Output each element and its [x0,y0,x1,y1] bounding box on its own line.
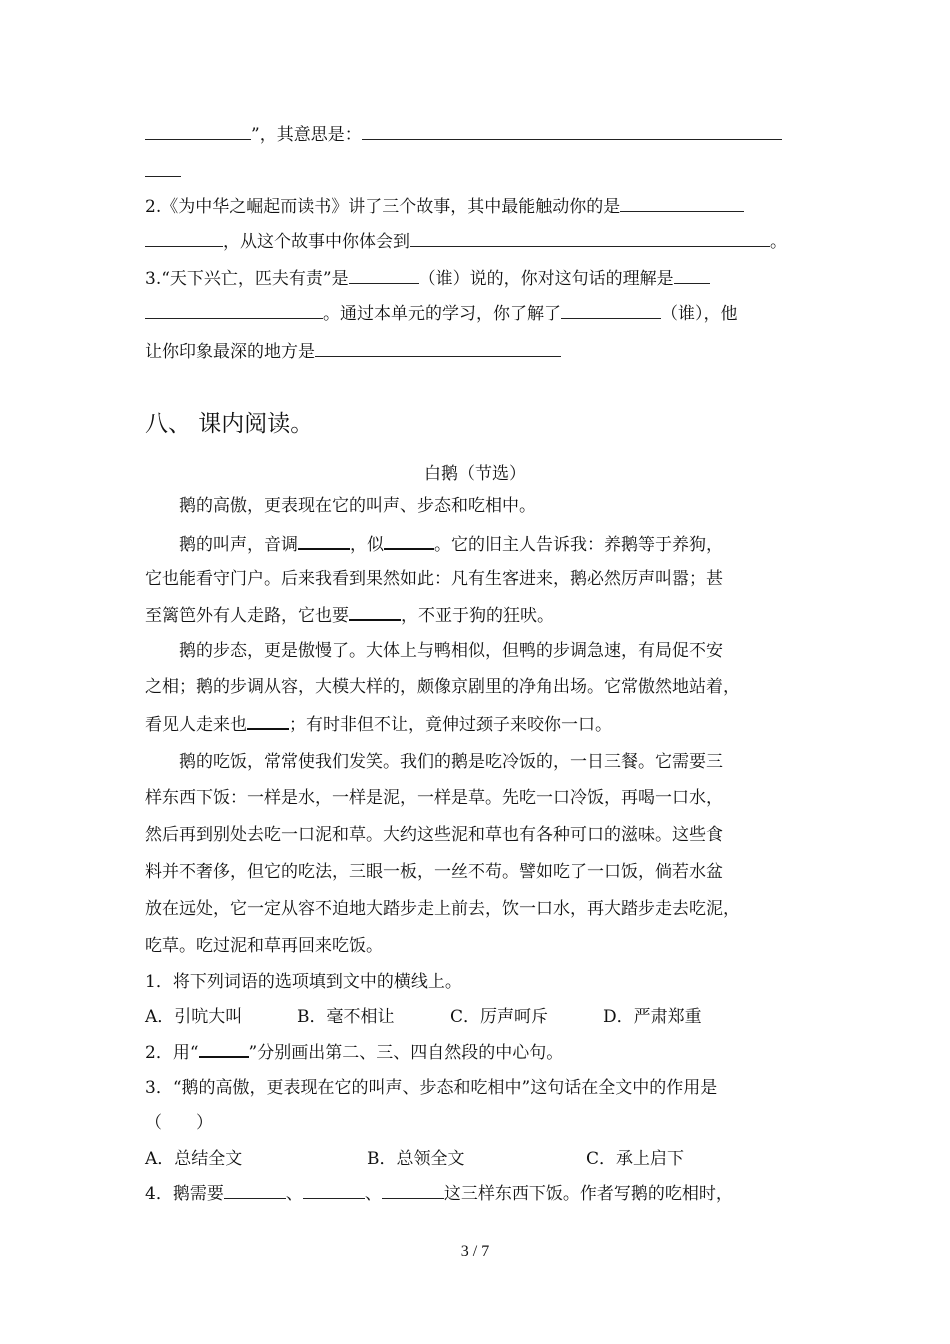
question-2-line-1 [145,195,744,219]
text: 。它的旧主人告诉我：养鹅等于养狗， [434,535,723,555]
question-text: 。通过本单元的学习，你了解了 [323,304,561,324]
question-2-line-2 [145,230,787,254]
page-number: 3 / 7 [460,1243,490,1260]
question-4 [145,1182,733,1206]
text: ；有时非但不让，竟伸过颈子来咬你一口。 [289,715,612,735]
option-a[interactable]: A．总结全文 [145,1149,243,1169]
question-text: 2.《为中华之崛起而读书》讲了三个故事，其中最能触动你的是 [145,197,621,217]
text: 、 [364,1184,382,1204]
question-3-paren[interactable]: （ ） [145,1113,213,1133]
question-text: ，从这个故事中你体会到 [223,232,410,252]
question-text: 3.“天下兴亡，匹夫有责”是 [145,269,349,289]
question-text: 让你印象最深的地方是 [145,342,315,362]
blank[interactable] [315,340,561,357]
blank[interactable] [349,603,401,621]
paragraph-4-line-2: 样东西下饭：一样是水，一样是泥，一样是草。先吃一口冷饭，再喝一口水， [145,788,723,808]
option-b[interactable]: B．毫不相让 [297,1007,395,1027]
question-3: 3．“鹅的高傲，更表现在它的叫声、步态和吃相中”这句话在全文中的作用是 [145,1078,718,1098]
text: 至篱笆外有人走路，它也要 [145,606,349,626]
paragraph-3-line-2: 之相；鹅的步调从容，大模大样的，颇像京剧里的净角出场。它常傲然地站着， [145,677,740,697]
paragraph-4-line-4: 料并不奢侈，但它的吃法，三眼一板，一丝不苟。譬如吃了一口饭，倘若水盆 [145,862,723,882]
question-text: （谁），他 [661,304,738,324]
blank[interactable] [145,123,251,140]
paragraph-3-line-1: 鹅的步态，更是傲慢了。大体上与鸭相似，但鸭的步调急速，有局促不安 [179,641,723,661]
paragraph-4-line-5: 放在远处，它一定从容不迫地大踏步走上前去，饮一口水，再大踏步走去吃泥， [145,899,740,919]
section-heading: 八、 课内阅读。 [145,411,314,437]
passage-title: 白鹅（节选） [424,464,526,484]
paragraph-2-line-1 [179,532,723,557]
question-3-line-3 [145,340,561,364]
blank[interactable] [303,1182,365,1199]
blank[interactable] [362,123,782,140]
blank[interactable] [561,302,661,319]
paragraph-1: 鹅的高傲，更表现在它的叫声、步态和吃相中。 [179,496,536,516]
option-c[interactable]: C．厉声呵斥 [450,1007,549,1027]
question-2 [145,1040,563,1065]
question-3-line-1 [145,267,710,291]
blank[interactable] [145,302,323,319]
text: ，似 [350,535,384,555]
text: 4．鹅需要 [145,1184,224,1204]
option-b[interactable]: B．总领全文 [367,1149,465,1169]
text: ，不亚于狗的狂吠。 [401,606,554,626]
paragraph-2-line-3 [145,603,554,628]
blank[interactable] [349,267,419,284]
paragraph-4-line-3: 然后再到别处去吃一口泥和草。大约这些泥和草也有各种可口的滋味。这些食 [145,825,723,845]
paragraph-3-line-3 [145,712,612,737]
text: 鹅的叫声，音调 [179,535,298,555]
blank[interactable] [145,160,181,177]
underline-sample [199,1040,249,1058]
question-text: 。 [770,232,787,252]
blank[interactable] [674,267,710,284]
blank[interactable] [224,1182,286,1199]
option-c[interactable]: C．承上启下 [586,1149,685,1169]
answer-line-1 [145,123,782,147]
paragraph-4-line-1: 鹅的吃饭，常常使我们发笑。我们的鹅是吃冷饭的，一日三餐。它需要三 [179,752,723,772]
text: 2．用“ [145,1043,199,1063]
option-d[interactable]: D．严肃郑重 [603,1007,702,1027]
text: 、 [285,1184,303,1204]
blank[interactable] [410,230,770,247]
text: 看见人走来也 [145,715,247,735]
blank[interactable] [145,230,223,247]
question-text: （谁）说的，你对这句话的理解是 [418,269,674,289]
question-1: 1．将下列词语的选项填到文中的横线上。 [145,972,462,992]
blank[interactable] [620,195,744,212]
paragraph-4-line-6: 吃草。吃过泥和草再回来吃饭。 [145,936,383,956]
option-a[interactable]: A．引吭大叫 [145,1007,243,1027]
text: 这三样东西下饭。作者写鹅的吃相时， [443,1184,733,1204]
blank[interactable] [247,712,289,730]
paragraph-2-line-2: 它也能看守门户。后来我看到果然如此：凡有生客进来，鹅必然厉声叫嚣；甚 [145,569,723,589]
blank[interactable] [384,532,434,550]
text: ”分别画出第二、三、四自然段的中心句。 [248,1043,564,1063]
blank[interactable] [298,532,350,550]
question-3-line-2 [145,302,738,326]
answer-line-1-cont [145,160,181,184]
text: ”，其意思是： [251,125,362,145]
blank[interactable] [382,1182,444,1199]
